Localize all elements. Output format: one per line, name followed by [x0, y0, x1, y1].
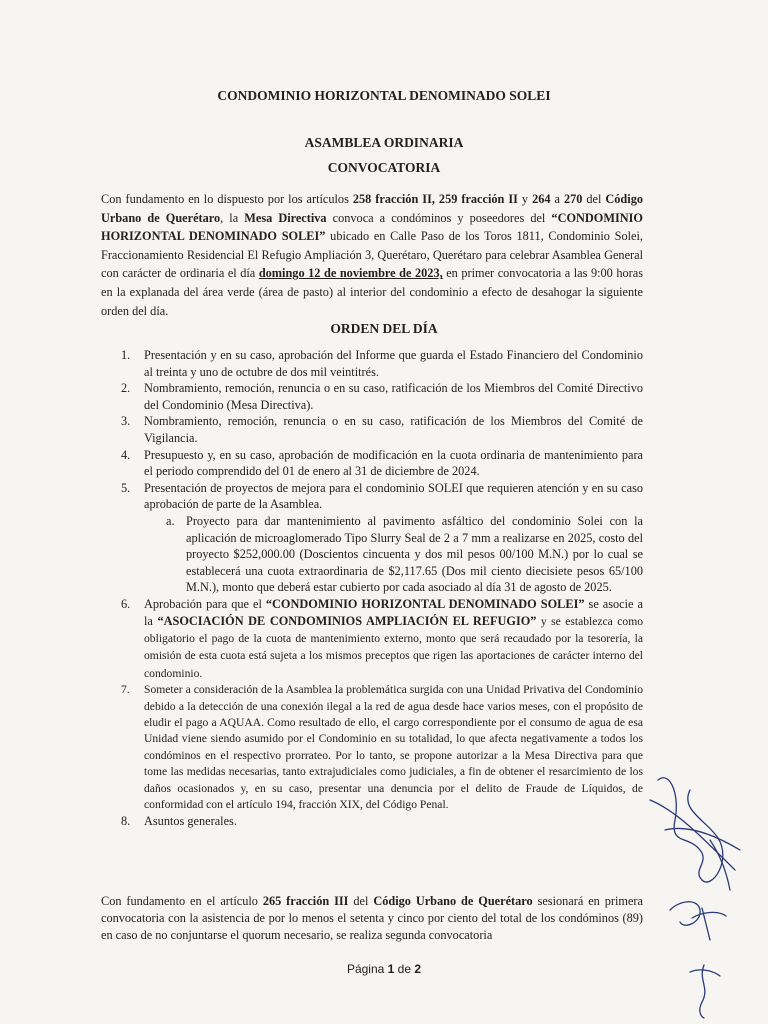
- document-title: CONDOMINIO HORIZONTAL DENOMINADO SOLEI: [217, 88, 551, 103]
- agenda-item: 6. Aprobación para que el “CONDOMINIO HORIZONTAL DENOMINADO SOLEI” se asocie a la “ASOCIACIÓN DE CONDOMINIOS AMPLIACIÓN EL REFUGIO” y se establezca como obligatorio el pago de la cuota de mantenimiento externo, monto que será recaudado por la tesorería, la omisión de esta cuota está sujeta a los mismos preceptos que rigen las aportaciones de carácter interno del condominio.: [121, 596, 644, 680]
- intro-code-name: Código Urbano de Querétaro: [101, 192, 643, 225]
- assembly-type: ASAMBLEA ORDINARIA: [304, 135, 464, 150]
- intro-paragraph: Con fundamento en lo dispuesto por los artículos 258 fracción II, 259 fracción II y 264 a 270 del Código Urbano de Querétaro, la Mesa Directiva convoca a condóminos y poseedores del “CONDOMINIO HORIZONTAL DENOMINADO SOLEI” ubicado en Calle Paso de los Toros 1811, Condominio Solei, Fraccionamiento Residencial El Refugio Ampliación 3, Querétaro, Querétaro para celebrar Asamblea General con carácter de ordinaria el día domingo 12 de noviembre de 2023, en primer convocatoria a las 9:00 horas en la explanada del área verde (área de pasto) al interior del condominio a efecto de desahogar la siguiente orden del día.: [101, 192, 643, 318]
- meeting-date: domingo 12 de noviembre de 2023,: [258, 266, 443, 281]
- page-number: Página 1 de 2: [346, 962, 422, 976]
- closing-paragraph: Con fundamento en el artículo 265 fracción III del Código Urbano de Querétaro sesionará en primera convocatoria con la asistencia de por lo menos el setenta y cinco por ciento del total de los condóminos (89) en caso de no conjuntarse el quorum necesario, se realiza segunda convocatoria: [101, 894, 643, 942]
- handwritten-signature: [640, 740, 760, 1020]
- agenda-list: [101, 347, 643, 830]
- agenda-heading: ORDEN DEL DÍA: [330, 321, 438, 336]
- agenda-item: 2. Nombramiento, remoción, renuncia o en su caso, ratificación de los Miembros del Comité Directivo del Condominio (Mesa Directiva).: [121, 381, 643, 412]
- condo-name: “CONDOMINIO HORIZONTAL DENOMINADO SOLEI”: [265, 596, 585, 611]
- intro-condo-name: “CONDOMINIO HORIZONTAL DENOMINADO SOLEI”: [101, 210, 643, 244]
- association-name: “ASOCIACIÓN DE CONDOMINIOS AMPLIACIÓN EL REFUGIO”: [157, 613, 537, 628]
- agenda-item: 5. Presentación de proyectos de mejora para el condominio SOLEI que requieren atención y en su caso aprobación de parte de la Asamblea.: [121, 480, 643, 512]
- agenda-item: 3. Nombramiento, remoción, renuncia o en su caso, ratificación de los Miembros del Comité de Vigilancia.: [121, 414, 643, 445]
- intro-articles: 258 fracción II, 259 fracción II: [352, 192, 518, 206]
- agenda-item: 1. Presentación y en su caso, aprobación del Informe que guarda el Estado Financiero del Condominio al treinta y uno de octubre de dos mil veintitrés.: [121, 348, 643, 379]
- agenda-item: 4. Presupuesto y, en su caso, aprobación de modificación en la cuota ordinaria de mantenimiento para el periodo comprendido del 01 de enero al 31 de diciembre de 2024.: [121, 447, 643, 479]
- agenda-item: 8. Asuntos generales.: [121, 814, 237, 829]
- notice-heading: CONVOCATORIA: [327, 160, 441, 175]
- intro-board-name: Mesa Directiva: [244, 210, 327, 225]
- agenda-item: 7. Someter a consideración de la Asamblea la problemática surgida con una Unidad Privativa del Condominio debido a la detección de una conexión ilegal a la red de agua desde hace varios meses, con el propósito de eludir el pago a AQUAA. Como resultado de ello, el cargo correspondiente por el consumo de agua de esa Unidad viene siendo asumido por el Condominio en su totalidad, lo que afecta negativamente a todos los condóminos en el respectivo prorrateo. Por lo tanto, se propone autorizar a la Mesa Directiva para que tome las medidas necesarias, tanto extrajudiciales como judiciales, a fin de obtener el resarcimiento de los daños ocasionados y, en su caso, presentar una denuncia por el delito de Fraude de Líquidos, de conformidad con el artículo 194, fracción XIX, del Código Penal.: [121, 683, 643, 811]
- agenda-subitem: a. Proyecto para dar mantenimiento al pavimento asfáltico del condominio Solei con la aplicación de microaglomerado Tipo Slurry Seal de 2 a 7 mm a realizarse en 2025, costo del proyecto $252,000.00 (Doscientos cincuenta y dos mil pesos 00/100 M.N.) por lo cual se establecerá una cuota extraordinaria de $2,117.65 (Dos mil ciento diecisiete pesos 65/100 M.N.), monto que deberá estar cubierto por cada asociado al día 31 de agosto de 2025.: [166, 513, 643, 595]
